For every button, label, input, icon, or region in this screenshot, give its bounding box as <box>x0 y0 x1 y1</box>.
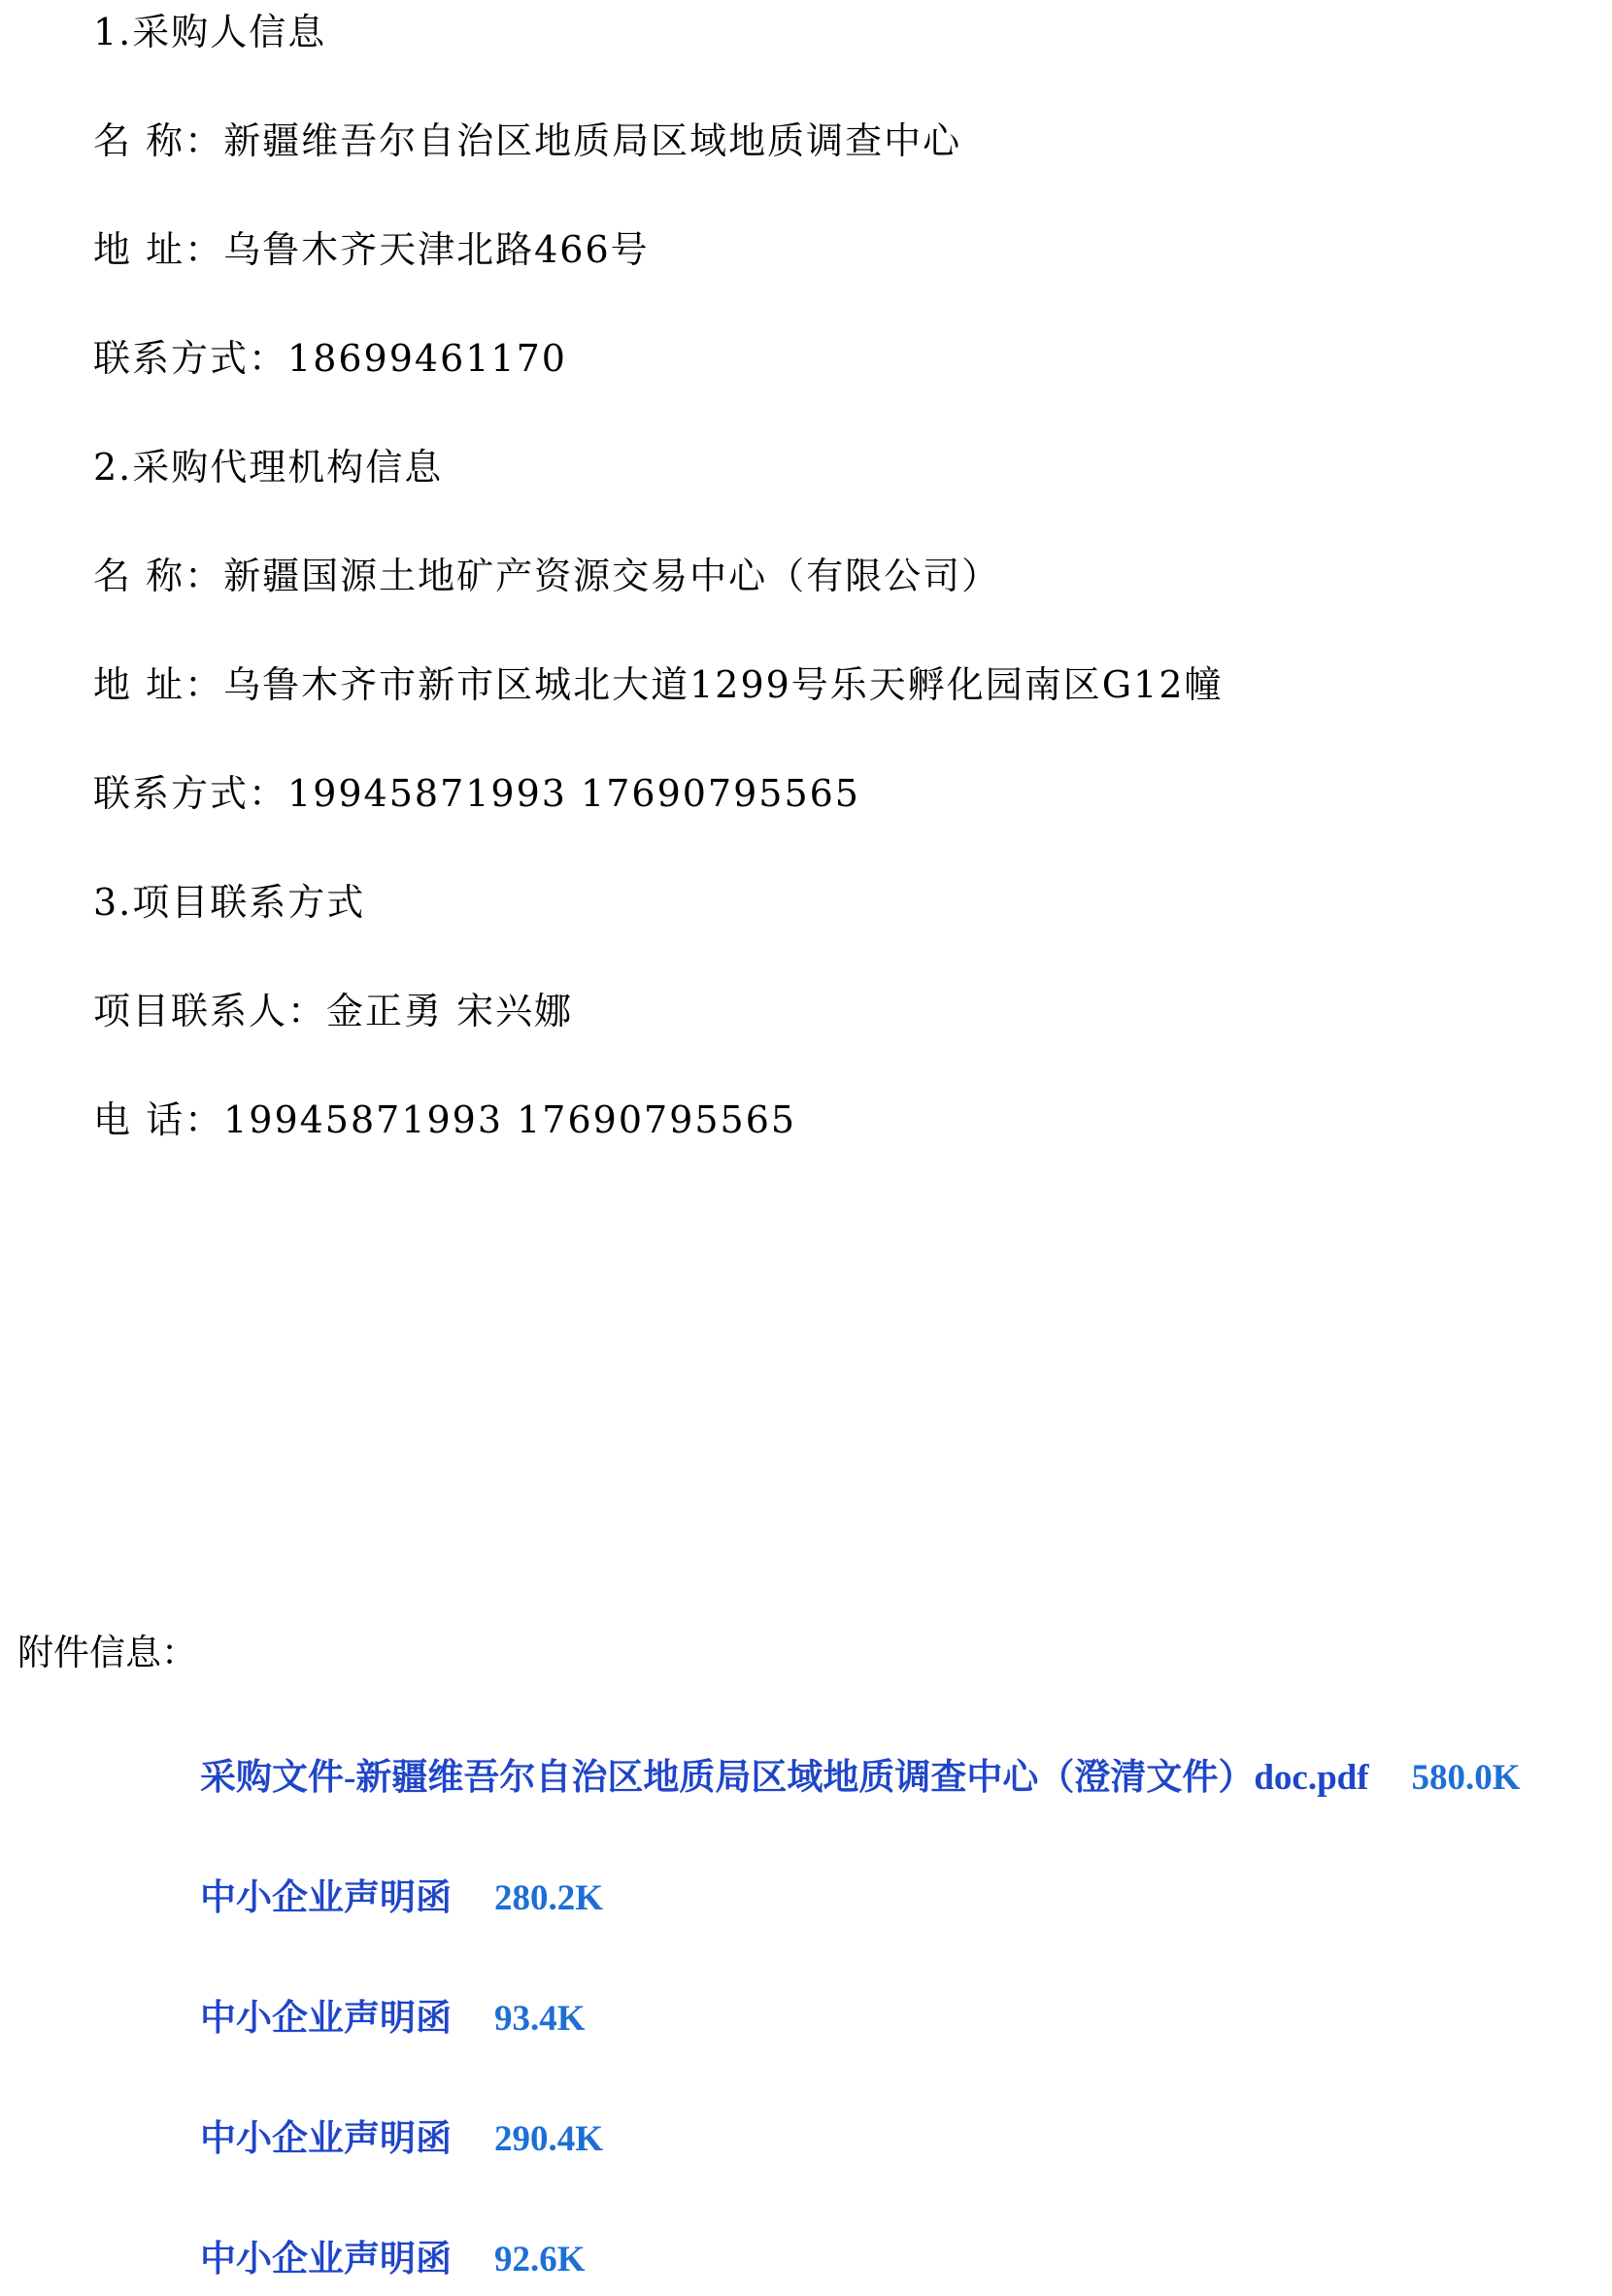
attachment-size: 280.2K <box>494 1878 604 1918</box>
section-1-heading: 1.采购人信息 <box>93 11 327 53</box>
purchaser-address-value: 乌鲁木齐天津北路466号 <box>223 228 650 271</box>
attachment-size: 290.4K <box>494 2119 604 2159</box>
attachment-name[interactable]: 中小企业声明函 <box>200 2119 452 2159</box>
agency-name-line <box>93 554 1000 598</box>
agency-address-line <box>93 662 1224 707</box>
attachment-link[interactable] <box>200 1756 1521 1801</box>
purchaser-contact-line <box>93 336 567 381</box>
purchaser-address-label: 地 址： <box>93 228 224 271</box>
attachment-link[interactable] <box>200 1997 586 2042</box>
attachment-link[interactable] <box>200 1876 603 1921</box>
section-3-heading: 3.项目联系方式 <box>93 881 366 924</box>
attachment-size: 92.6K <box>494 2240 586 2279</box>
attachments-header: 附件信息： <box>17 1634 197 1673</box>
agency-contact-line <box>93 771 860 816</box>
purchaser-name-value: 新疆维吾尔自治区地质局区域地质调查中心 <box>223 119 962 162</box>
attachment-size: 580.0K <box>1411 1758 1521 1798</box>
attachment-link[interactable] <box>200 2117 603 2162</box>
agency-name-value: 新疆国源土地矿产资源交易中心（有限公司） <box>223 555 1001 597</box>
agency-address-value: 乌鲁木齐市新市区城北大道1299号乐天孵化园南区G12幢 <box>223 663 1224 706</box>
project-contact-line <box>93 989 573 1033</box>
purchaser-contact-value: 18699461170 <box>287 337 567 380</box>
attachment-name[interactable]: 中小企业声明函 <box>200 1878 452 1918</box>
project-phone-value: 19945871993 17690795565 <box>223 1098 797 1141</box>
attachment-name[interactable]: 中小企业声明函 <box>200 1999 452 2039</box>
agency-address-label: 地 址： <box>93 663 224 706</box>
section-2-heading: 2.采购代理机构信息 <box>93 446 444 489</box>
purchaser-address-line <box>93 227 650 272</box>
purchaser-contact-label: 联系方式： <box>93 337 288 380</box>
agency-name-label: 名 称： <box>93 555 224 597</box>
agency-contact-label: 联系方式： <box>93 772 288 815</box>
purchaser-name-line <box>93 118 961 163</box>
attachment-name[interactable]: 中小企业声明函 <box>200 2240 452 2279</box>
attachment-size: 93.4K <box>494 1999 586 2039</box>
project-contact-label: 项目联系人： <box>93 990 327 1032</box>
project-phone-label: 电 话： <box>93 1098 224 1141</box>
attachment-link[interactable] <box>200 2238 586 2282</box>
attachment-name[interactable]: 采购文件-新疆维吾尔自治区地质局区域地质调查中心（澄清文件）doc.pdf <box>200 1758 1369 1798</box>
project-contact-value: 金正勇 宋兴娜 <box>326 990 574 1032</box>
project-phone-line <box>93 1097 796 1142</box>
purchaser-name-label: 名 称： <box>93 119 224 162</box>
agency-contact-value: 19945871993 17690795565 <box>287 772 860 815</box>
